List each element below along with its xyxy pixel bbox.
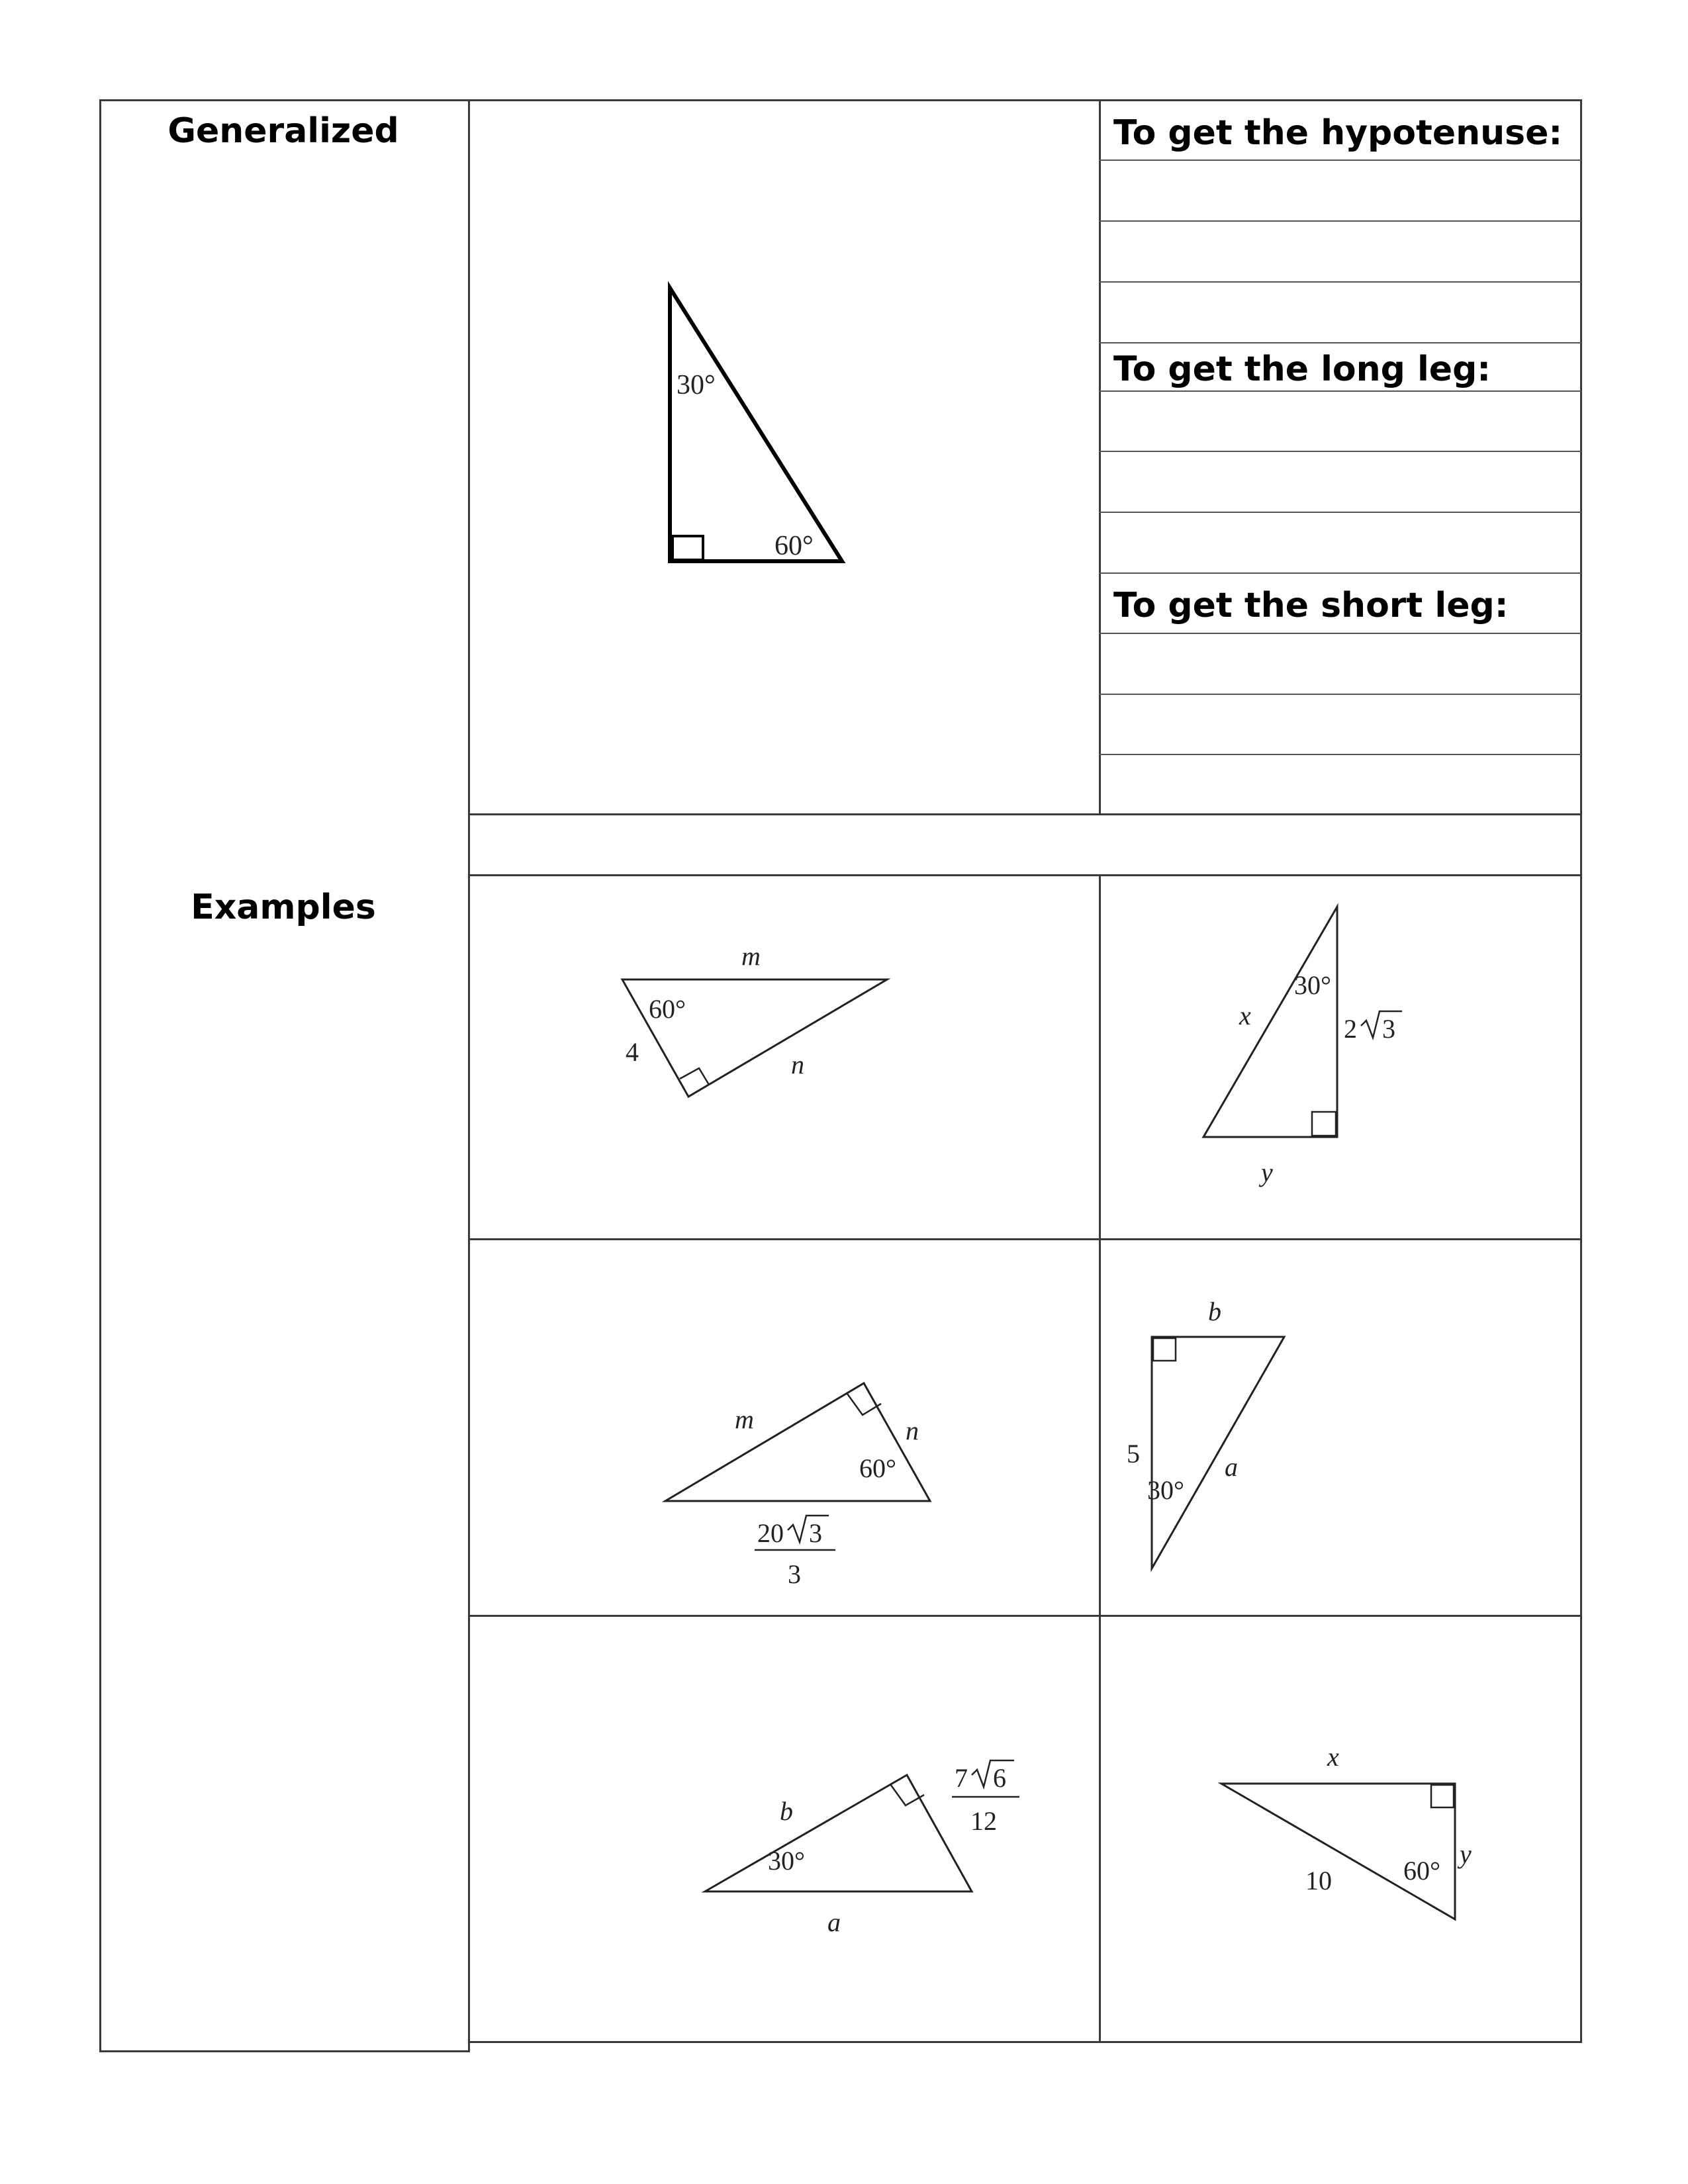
angle-label-30: 30° bbox=[677, 370, 716, 400]
label-x: x bbox=[1327, 1742, 1339, 1772]
examples-label: Examples bbox=[191, 887, 376, 927]
label-a: a bbox=[1225, 1452, 1238, 1482]
label-7-coef: 7 bbox=[955, 1763, 968, 1793]
label-b: b bbox=[780, 1796, 793, 1826]
label-4: 4 bbox=[626, 1037, 639, 1067]
label-5: 5 bbox=[1127, 1439, 1140, 1469]
angle-label-30: 30° bbox=[1294, 970, 1331, 1000]
label-3-rad: 3 bbox=[809, 1518, 822, 1548]
angle-label-60: 60° bbox=[1403, 1856, 1440, 1886]
label-6-rad: 6 bbox=[993, 1763, 1006, 1793]
label-x: x bbox=[1239, 1001, 1251, 1030]
label-m: m bbox=[741, 941, 761, 971]
label-3-den: 3 bbox=[788, 1559, 801, 1589]
angle-label-60: 60° bbox=[774, 531, 814, 561]
label-10: 10 bbox=[1305, 1866, 1332, 1895]
angle-label-60: 60° bbox=[649, 994, 686, 1024]
label-20-coef: 20 bbox=[757, 1518, 784, 1548]
label-m: m bbox=[735, 1404, 754, 1434]
short-leg-prompt: To get the short leg: bbox=[1113, 586, 1509, 625]
label-n: n bbox=[791, 1050, 804, 1079]
label-b: b bbox=[1208, 1297, 1221, 1326]
label-y: y bbox=[1460, 1839, 1472, 1869]
angle-label-30: 30° bbox=[768, 1846, 805, 1876]
hypotenuse-prompt: To get the hypotenuse: bbox=[1113, 113, 1563, 153]
label-12-den: 12 bbox=[970, 1806, 997, 1836]
label-y: y bbox=[1261, 1158, 1273, 1187]
label-2-coef: 2 bbox=[1344, 1014, 1357, 1044]
label-a: a bbox=[827, 1907, 841, 1937]
right-angle-marker bbox=[1431, 1785, 1454, 1807]
long-leg-prompt: To get the long leg: bbox=[1113, 349, 1491, 389]
generalized-label: Generalized bbox=[167, 111, 399, 151]
angle-label-30: 30° bbox=[1147, 1475, 1184, 1505]
label-3-rad: 3 bbox=[1382, 1014, 1395, 1044]
label-n: n bbox=[906, 1416, 919, 1445]
angle-label-60: 60° bbox=[859, 1453, 896, 1483]
